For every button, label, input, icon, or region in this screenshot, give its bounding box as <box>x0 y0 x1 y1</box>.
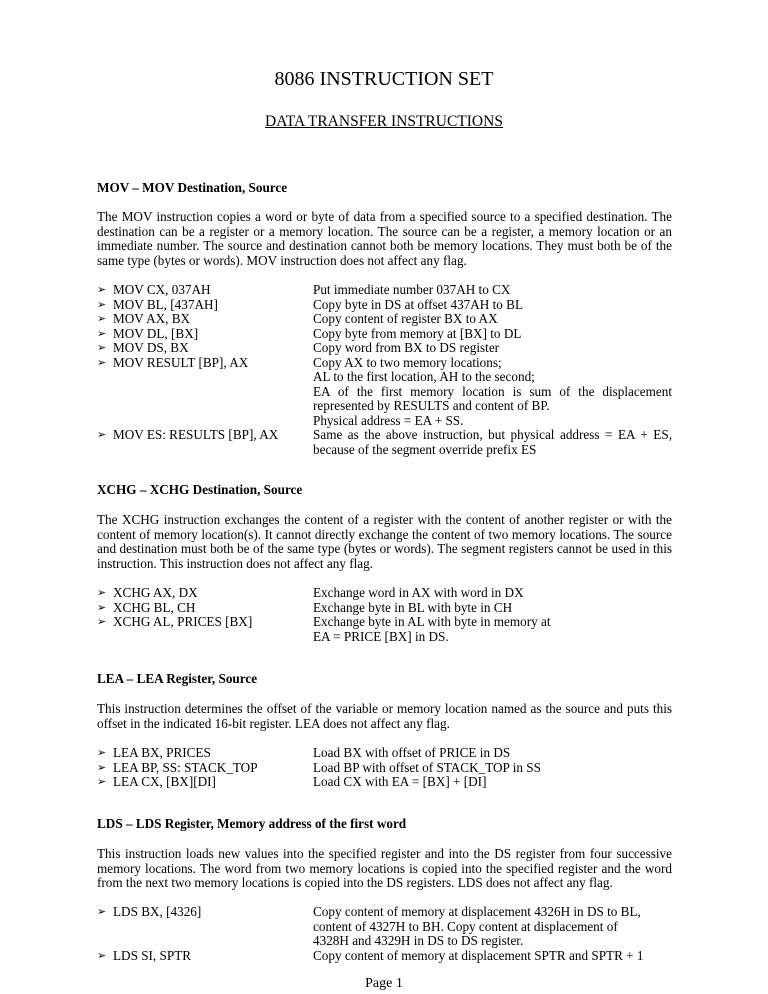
instruction-code: MOV ES: RESULTS [BP], AX <box>113 427 279 442</box>
arrow-bullet-icon: ➢ <box>97 949 107 962</box>
instruction-description <box>313 615 672 644</box>
instruction-description <box>313 327 672 342</box>
instruction-description <box>313 746 672 761</box>
page-title: 8086 INSTRUCTION SET <box>274 68 494 90</box>
instruction-code: XCHG AL, PRICES [BX] <box>113 614 253 629</box>
instruction-description <box>313 356 672 429</box>
arrow-bullet-icon: ➢ <box>97 298 107 311</box>
list-item <box>97 428 672 457</box>
section-heading: LEA – LEA Register, Source <box>97 671 258 686</box>
section-paragraph: The XCHG instruction exchanges the content of a register with the content of another register or with the content of memory location(s). It cannot directly exchange the content of two memory locations. The source and destination must both be of the same type (bytes or words). The segment registers cannot be used in this instruction. This instruction does not affect any flag. <box>97 512 672 571</box>
instruction-code: LDS BX, [4326] <box>113 904 202 919</box>
instruction-code: MOV AX, BX <box>113 311 191 326</box>
list-item <box>97 746 672 761</box>
instruction-code: LEA CX, [BX][DI] <box>113 774 216 789</box>
description-line: Physical address = EA + SS. <box>313 412 464 428</box>
description-line: Load CX with EA = [BX] + [DI] <box>313 774 487 789</box>
page-subtitle: DATA TRANSFER INSTRUCTIONS <box>265 113 503 130</box>
arrow-bullet-icon: ➢ <box>97 356 107 369</box>
instruction-code: LDS SI, SPTR <box>113 947 192 963</box>
instruction-code: XCHG AX, DX <box>113 585 198 600</box>
list-item <box>97 775 672 790</box>
instruction-description <box>313 601 672 616</box>
list-item <box>97 949 672 964</box>
instruction-description <box>313 586 672 601</box>
section-paragraph: This instruction loads new values into the specified register and into the DS register from four successive memory locations. The word from two memory locations is copied into the specified register and the word from the next two memory locations is copied into the DS registers. LDS does not affect any flag. <box>97 846 672 890</box>
description-line: Exchange byte in AL with byte in memory at <box>313 614 551 629</box>
arrow-bullet-icon: ➢ <box>97 776 107 788</box>
instruction-description <box>313 428 672 457</box>
description-line: EA of the first memory location is sum of the displacement represented by RESULTS and content of BP. <box>313 383 672 413</box>
instruction-code: MOV RESULT [BP], AX <box>113 354 249 370</box>
list-item <box>97 905 672 949</box>
instruction-description <box>313 775 672 790</box>
description-line: Copy content of memory at displacement SPTR and SPTR + 1 <box>313 947 644 963</box>
arrow-bullet-icon: ➢ <box>97 747 107 759</box>
list-item <box>97 327 672 342</box>
list-item <box>97 312 672 327</box>
instruction-code: LEA BX, PRICES <box>113 745 211 760</box>
description-line: EA = PRICE [BX] in DS. <box>313 628 449 644</box>
description-line: AL to the first location, AH to the second; <box>313 369 535 384</box>
list-item <box>97 761 672 776</box>
description-line: Copy byte from memory at [BX] to DL <box>313 325 522 341</box>
list-item <box>97 586 672 601</box>
list-item <box>97 283 672 298</box>
arrow-bullet-icon: ➢ <box>97 313 107 325</box>
list-item <box>97 341 672 356</box>
description-line: content of 4327H to BH. Copy content at displacement of <box>313 918 618 934</box>
description-line: Same as the above instruction, but physical address = EA + ES, because of the segment override prefix ES <box>313 427 672 457</box>
instruction-description <box>313 761 672 776</box>
arrow-bullet-icon: ➢ <box>97 327 107 340</box>
description-line: 4328H and 4329H in DS to DS register. <box>313 933 524 948</box>
instruction-description <box>313 298 672 313</box>
section-heading: XCHG – XCHG Destination, Source <box>97 482 303 497</box>
list-item <box>97 601 672 616</box>
instruction-description <box>313 312 672 327</box>
instruction-code: MOV DL, [BX] <box>113 325 199 341</box>
instruction-description <box>313 341 672 356</box>
description-line: Copy byte in DS at offset 437AH to BL <box>313 296 524 312</box>
instruction-list <box>97 586 672 644</box>
instruction-list <box>97 283 672 457</box>
description-line: Load BX with offset of PRICE in DS <box>313 745 511 760</box>
instruction-description <box>313 905 672 949</box>
instruction-code: MOV CX, 037AH <box>113 282 211 297</box>
instruction-description <box>313 949 672 964</box>
instruction-list <box>97 746 672 790</box>
section-paragraph: This instruction determines the offset of the variable or memory location named as the source and puts this offset in the indicated 16-bit register. LEA does not affect any flag. <box>97 701 672 731</box>
description-line: Put immediate number 037AH to CX <box>313 282 511 297</box>
description-line: Copy word from BX to DS register <box>313 340 500 355</box>
arrow-bullet-icon: ➢ <box>97 284 107 296</box>
description-line: Load BP with offset of STACK_TOP in SS <box>313 759 541 775</box>
instruction-code: MOV BL, [437AH] <box>113 296 218 312</box>
list-item <box>97 356 672 429</box>
list-item <box>97 615 672 644</box>
page-number: Page 1 <box>365 976 403 991</box>
description-line: Exchange word in AX with word in DX <box>313 585 524 600</box>
instruction-list <box>97 905 672 963</box>
arrow-bullet-icon: ➢ <box>97 342 107 354</box>
instruction-code: XCHG BL, CH <box>113 599 196 615</box>
arrow-bullet-icon: ➢ <box>97 587 107 599</box>
list-item <box>97 298 672 313</box>
arrow-bullet-icon: ➢ <box>97 906 107 918</box>
instruction-code: MOV DS, BX <box>113 340 189 355</box>
description-line: Copy content of register BX to AX <box>313 311 498 326</box>
section-heading: LDS – LDS Register, Memory address of the first word <box>97 816 407 831</box>
arrow-bullet-icon: ➢ <box>97 616 107 628</box>
arrow-bullet-icon: ➢ <box>97 429 107 441</box>
instruction-description <box>313 283 672 298</box>
section-heading: MOV – MOV Destination, Source <box>97 180 288 195</box>
description-line: Exchange byte in BL with byte in CH <box>313 599 513 615</box>
description-line: Copy AX to two memory locations; <box>313 354 502 370</box>
arrow-bullet-icon: ➢ <box>97 601 107 614</box>
arrow-bullet-icon: ➢ <box>97 761 107 774</box>
description-line: Copy content of memory at displacement 4326H in DS to BL, <box>313 904 641 919</box>
section-paragraph: The MOV instruction copies a word or byte of data from a specified source to a specified destination. The destination can be a register or a memory location. The source can be a register, a memory location or an immediate number. The source and destination cannot both be memory locations. They must both be of the same type (bytes or words). MOV instruction does not affect any flag. <box>97 209 672 268</box>
instruction-code: LEA BP, SS: STACK_TOP <box>113 759 258 775</box>
